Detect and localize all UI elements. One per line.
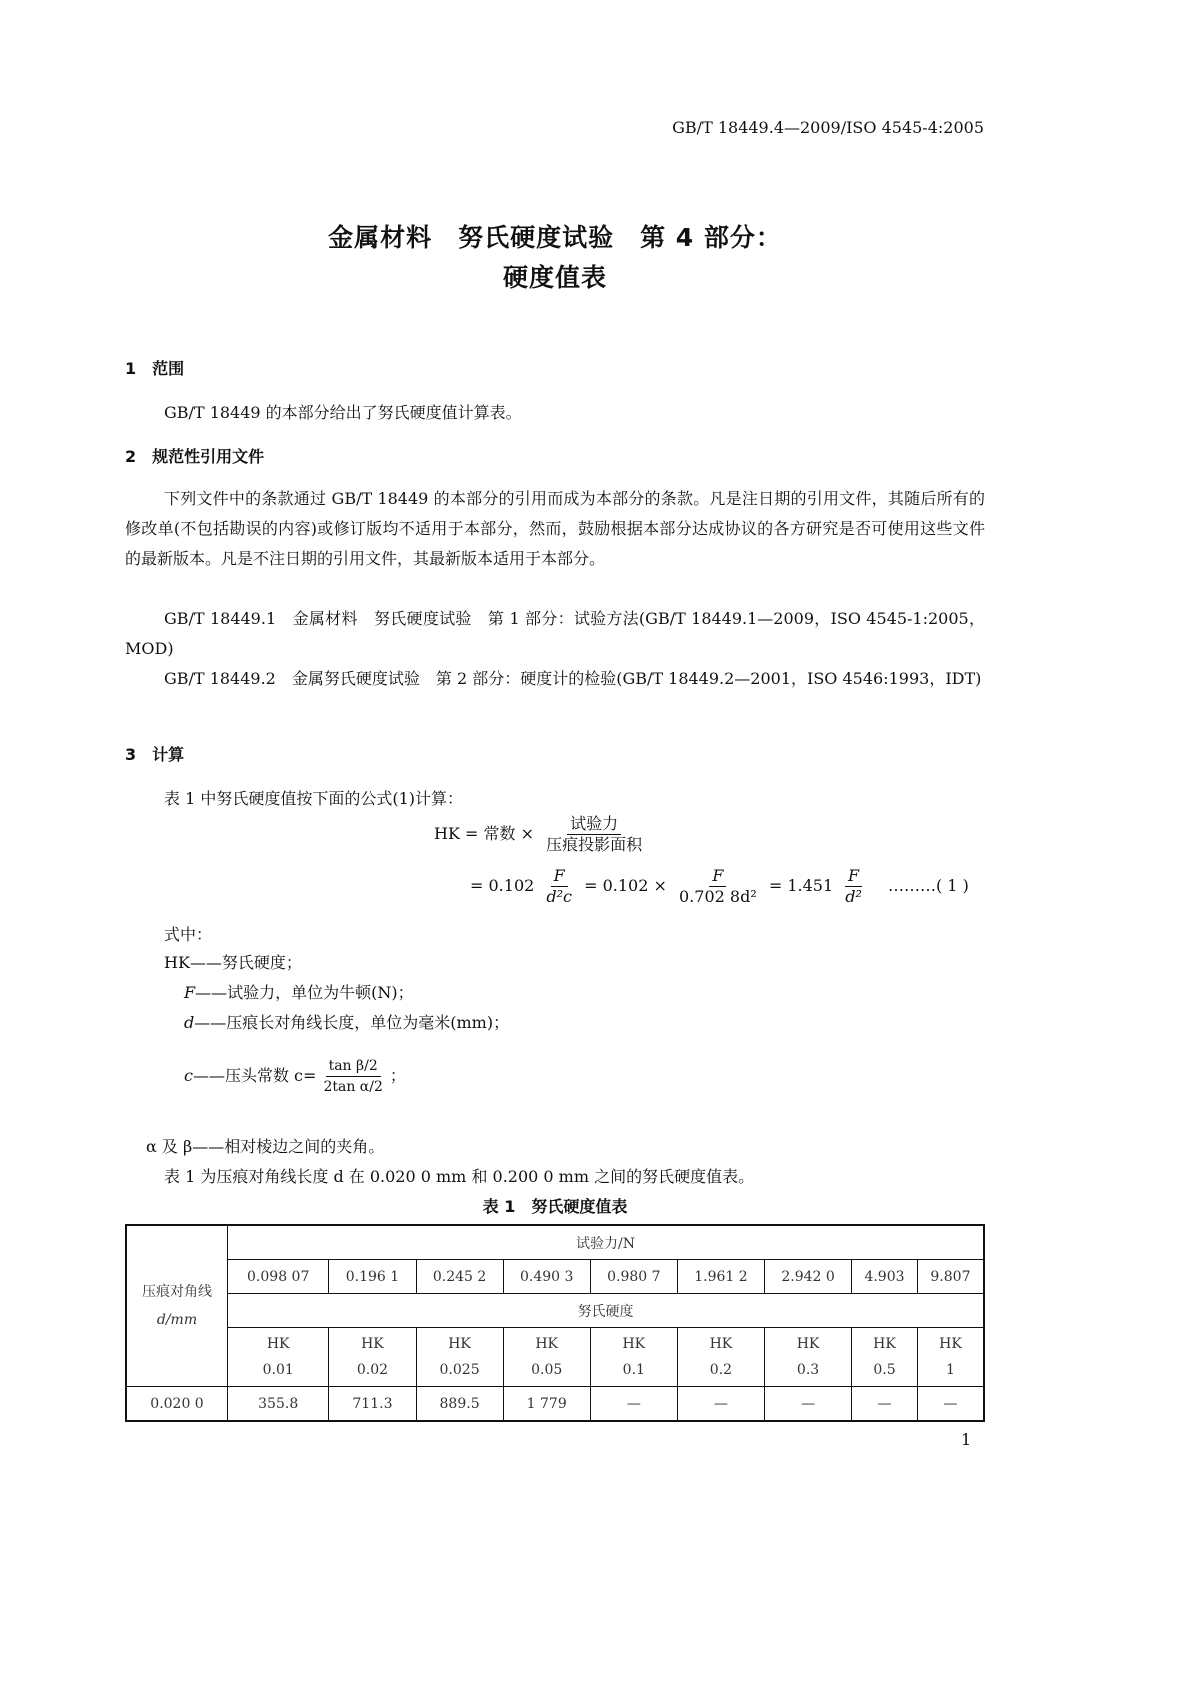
var-c xyxy=(184,1056,406,1097)
hk-label: HK xyxy=(709,1336,733,1352)
hk-label: HK xyxy=(622,1336,646,1352)
hk-scale-value: 1 xyxy=(945,1362,955,1378)
hk-scale xyxy=(503,1328,590,1387)
section2-heading: 2 规范性引用文件 xyxy=(125,447,265,466)
fraction xyxy=(320,1056,385,1097)
hardness-value: — xyxy=(917,1387,984,1422)
term: = 1.451 xyxy=(768,876,834,895)
var-hk: HK——努氏硬度； xyxy=(164,953,302,972)
hk-scale-value: 0.5 xyxy=(873,1362,896,1378)
row-header-unit: d/mm xyxy=(156,1312,198,1328)
hk-label: HK xyxy=(448,1336,471,1352)
formula-lhs: HK = 常数 × xyxy=(434,824,534,843)
force-value: 1.961 2 xyxy=(677,1260,764,1294)
section2-text: 下列文件中的条款通过 GB/T 18449 的本部分的引用而成为本部分的条款。凡是注日期的引用文件，其随后所有的修改单(不包括勘误的内容)或修订版均不适用于本部分，然而，鼓励根据本部分达成协议的各方研究是否可使用这些文件的最新版本。凡是不注日期的引用文件，其最新版本适用于本部分。 xyxy=(125,489,985,568)
denominator: d² xyxy=(845,887,862,906)
diagonal-value: 0.020 0 xyxy=(126,1387,228,1422)
hardness-value: — xyxy=(590,1387,677,1422)
hardness-value: 1 779 xyxy=(503,1387,590,1422)
term: = 0.102 xyxy=(470,876,535,895)
hk-label: HK xyxy=(939,1336,962,1352)
numerator: F xyxy=(551,866,568,887)
table-caption: 表 1 努氏硬度值表 xyxy=(482,1197,628,1216)
numerator: tan β/2 xyxy=(326,1056,381,1077)
numerator: F xyxy=(845,866,862,887)
hardness-value: — xyxy=(765,1387,852,1422)
hk-scale-value: 0.025 xyxy=(439,1362,480,1378)
page-number: 1 xyxy=(961,1430,972,1449)
formula-line1 xyxy=(434,814,649,855)
force-value: 0.245 2 xyxy=(416,1260,503,1294)
row-header xyxy=(126,1225,228,1387)
hk-scale-value: 0.02 xyxy=(356,1362,389,1378)
punct: ； xyxy=(389,1066,406,1085)
force-value: 0.098 07 xyxy=(228,1260,329,1294)
denominator: 0.702 8d² xyxy=(679,887,757,906)
row-header-label: 压痕对角线 xyxy=(142,1284,212,1300)
standard-code: GB/T 18449.4—2009/ISO 4545-4:2005 xyxy=(672,118,984,137)
formula-line2 xyxy=(470,866,969,907)
hk-scale xyxy=(416,1328,503,1387)
hk-label: HK xyxy=(535,1336,559,1352)
force-value: 0.980 7 xyxy=(590,1260,677,1294)
symbol: F xyxy=(184,983,196,1002)
equation-number: ………( 1 ) xyxy=(887,876,969,895)
hardness-value: 889.5 xyxy=(416,1387,503,1422)
hardness-value: 355.8 xyxy=(228,1387,329,1422)
fraction xyxy=(842,866,865,907)
hk-scale xyxy=(329,1328,416,1387)
hk-scale xyxy=(228,1328,329,1387)
force-value: 9.807 xyxy=(917,1260,984,1294)
force-value: 4.903 xyxy=(852,1260,918,1294)
term: = 0.102 × xyxy=(584,876,667,895)
where-label: 式中： xyxy=(164,925,213,944)
var-d xyxy=(184,1010,509,1033)
force-value: 0.490 3 xyxy=(503,1260,590,1294)
hk-scale-value: 0.1 xyxy=(622,1362,645,1378)
section1-heading: 1 范围 xyxy=(125,359,185,378)
hk-label: HK xyxy=(796,1336,820,1352)
hk-label: HK xyxy=(361,1336,384,1352)
table-intro: 表 1 为压痕对角线长度 d 在 0.020 0 mm 和 0.200 0 mm 之间的努氏硬度值表。 xyxy=(164,1167,755,1186)
reference-2: GB/T 18449.2 金属努氏硬度试验 第 2 部分：硬度计的检验(GB/T 18449.2—2001，ISO 4546:1993，IDT) xyxy=(164,669,982,688)
section3-heading: 3 计算 xyxy=(125,745,185,764)
reference-1: GB/T 18449.1 金属材料 努氏硬度试验 第 1 部分：试验方法(GB/T 18449.1—2009，ISO 4545-1:2005，MOD) xyxy=(125,609,985,658)
hk-label: HK xyxy=(873,1336,896,1352)
symbol: d xyxy=(184,1013,195,1032)
hk-scale xyxy=(677,1328,764,1387)
desc: ——压痕长对角线长度，单位为毫米(mm)； xyxy=(194,1013,510,1032)
hk-scale-value: 0.2 xyxy=(709,1362,733,1378)
var-alpha-beta: α 及 β——相对棱边之间的夹角。 xyxy=(146,1137,385,1156)
denominator: d²c xyxy=(546,887,573,906)
section1-text: GB/T 18449 的本部分给出了努氏硬度值计算表。 xyxy=(164,403,522,422)
force-header: 试验力/N xyxy=(228,1225,985,1260)
desc: ——压头常数 c= xyxy=(192,1066,317,1085)
hk-scale xyxy=(917,1328,984,1387)
symbol: c xyxy=(184,1066,193,1085)
hardness-value: — xyxy=(677,1387,764,1422)
hk-scale-value: 0.05 xyxy=(531,1362,563,1378)
fraction xyxy=(676,866,760,907)
var-f xyxy=(184,980,414,1003)
hardness-table xyxy=(125,1224,985,1422)
denominator: 压痕投影面积 xyxy=(546,835,643,854)
hk-scale xyxy=(852,1328,918,1387)
numerator: F xyxy=(709,866,726,887)
force-value: 0.196 1 xyxy=(329,1260,416,1294)
fraction xyxy=(543,866,575,907)
hk-scale xyxy=(765,1328,852,1387)
title-line2: 硬度值表 xyxy=(502,263,607,292)
hk-scale-value: 0.01 xyxy=(262,1362,294,1378)
hk-scale xyxy=(590,1328,677,1387)
numerator: 试验力 xyxy=(567,814,621,835)
title-line1: 金属材料 努氏硬度试验 第 4 部分： xyxy=(328,223,782,252)
hk-scale-value: 0.3 xyxy=(796,1362,820,1378)
denominator: 2tan α/2 xyxy=(323,1079,383,1095)
formula-intro: 表 1 中努氏硬度值按下面的公式(1)计算： xyxy=(164,789,464,808)
hardness-value: 711.3 xyxy=(329,1387,416,1422)
desc: ——试验力，单位为牛顿(N)； xyxy=(195,983,414,1002)
hardness-header: 努氏硬度 xyxy=(228,1294,985,1328)
hk-label: HK xyxy=(266,1336,290,1352)
hardness-value: — xyxy=(852,1387,918,1422)
force-value: 2.942 0 xyxy=(765,1260,852,1294)
fraction xyxy=(543,814,645,855)
